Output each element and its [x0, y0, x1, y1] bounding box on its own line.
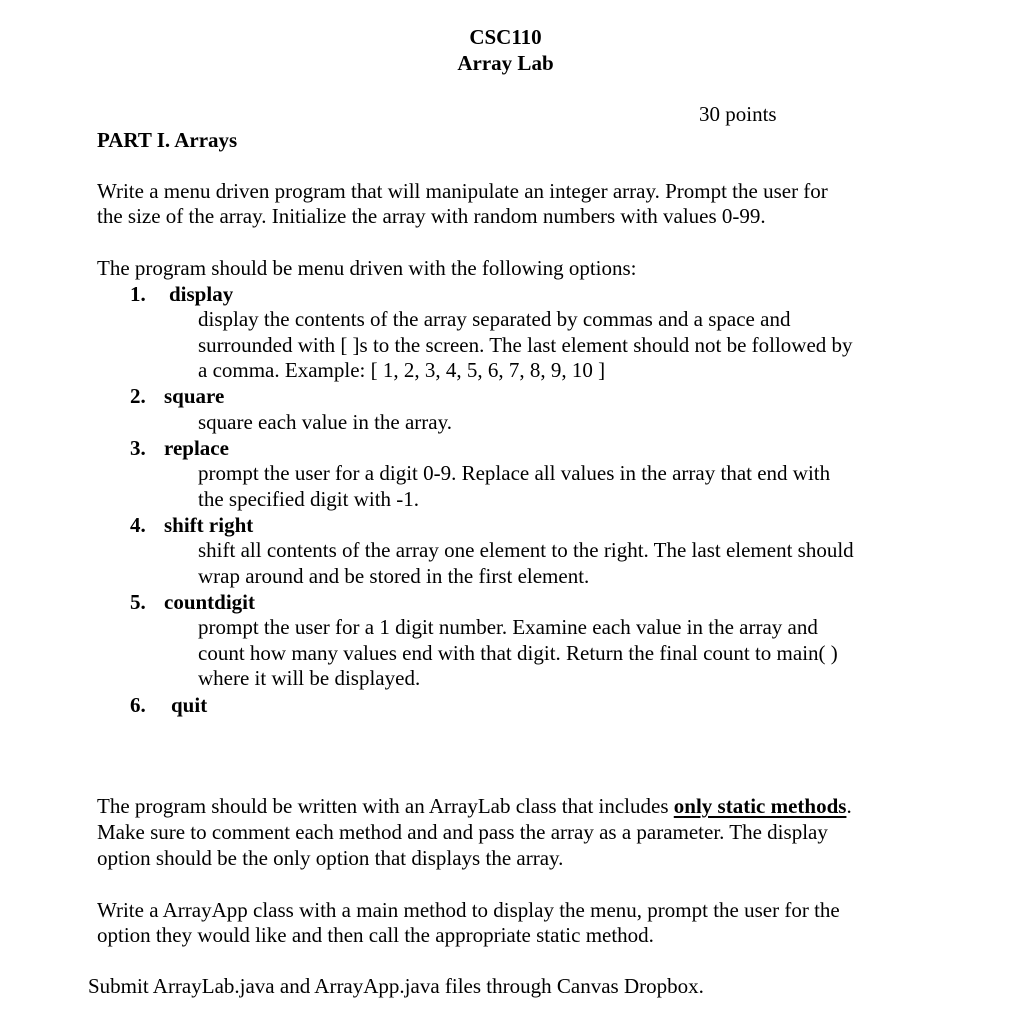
menu-item-desc-line: wrap around and be stored in the first element.	[198, 564, 590, 588]
submit-instructions: Submit ArrayLab.java and ArrayApp.java files through Canvas Dropbox.	[88, 974, 704, 998]
menu-item-desc-line: shift all contents of the array one element to the right. The last element should	[198, 538, 854, 562]
menu-item-number: 4.	[130, 513, 146, 537]
course-title: CSC110	[469, 25, 542, 49]
menu-item-name: display	[169, 282, 234, 306]
app-note-line: Write a ArrayApp class with a main method to display the menu, prompt the user for the	[97, 898, 840, 922]
points-label: 30 points	[699, 102, 777, 126]
lab-title: Array Lab	[457, 51, 554, 75]
static-note-text: The program should be written with an ArrayLab class that includes	[97, 794, 674, 818]
static-note-line: Make sure to comment each method and and pass the array as a parameter. The display	[97, 820, 828, 844]
part-heading: PART I. Arrays	[97, 128, 238, 152]
menu-item-desc-line: where it will be displayed.	[198, 666, 421, 690]
static-note-line: option should be the only option that displays the array.	[97, 846, 564, 870]
menu-item-name: countdigit	[164, 590, 256, 614]
static-note-period: .	[846, 794, 852, 818]
menu-item-desc-line: count how many values end with that digit. Return the final count to main( )	[198, 641, 838, 665]
app-note-line: option they would like and then call the appropriate static method.	[97, 923, 654, 947]
menu-item-name: square	[164, 384, 225, 408]
intro-line: the size of the array. Initialize the array with random numbers with values 0-99.	[97, 204, 766, 228]
static-note-line	[97, 793, 852, 819]
menu-item-desc-line: display the contents of the array separated by commas and a space and	[198, 307, 791, 331]
menu-item-name: quit	[171, 693, 208, 717]
menu-item-desc-line: square each value in the array.	[198, 410, 452, 434]
menu-item-desc-line: surrounded with [ ]s to the screen. The last element should not be followed by	[198, 333, 853, 357]
menu-item-desc-line: a comma. Example: [ 1, 2, 3, 4, 5, 6, 7, 8, 9, 10 ]	[198, 358, 606, 382]
menu-item-desc-line: prompt the user for a 1 digit number. Examine each value in the array and	[198, 615, 818, 639]
menu-item-number: 3.	[130, 436, 146, 460]
menu-item-number: 6.	[130, 693, 146, 717]
menu-item-desc-line: prompt the user for a digit 0-9. Replace all values in the array that end with	[198, 461, 831, 485]
intro-line: Write a menu driven program that will manipulate an integer array. Prompt the user for	[97, 179, 828, 203]
menu-item-desc-line: the specified digit with -1.	[198, 487, 420, 511]
menu-item-name: replace	[164, 436, 229, 460]
menu-item-number: 2.	[130, 384, 146, 408]
menu-item-number: 1.	[130, 282, 146, 306]
menu-item-number: 5.	[130, 590, 146, 614]
menu-item-name: shift right	[164, 513, 254, 537]
menu-lead: The program should be menu driven with the following options:	[97, 256, 637, 280]
static-methods-emphasis: only static methods	[673, 794, 847, 818]
